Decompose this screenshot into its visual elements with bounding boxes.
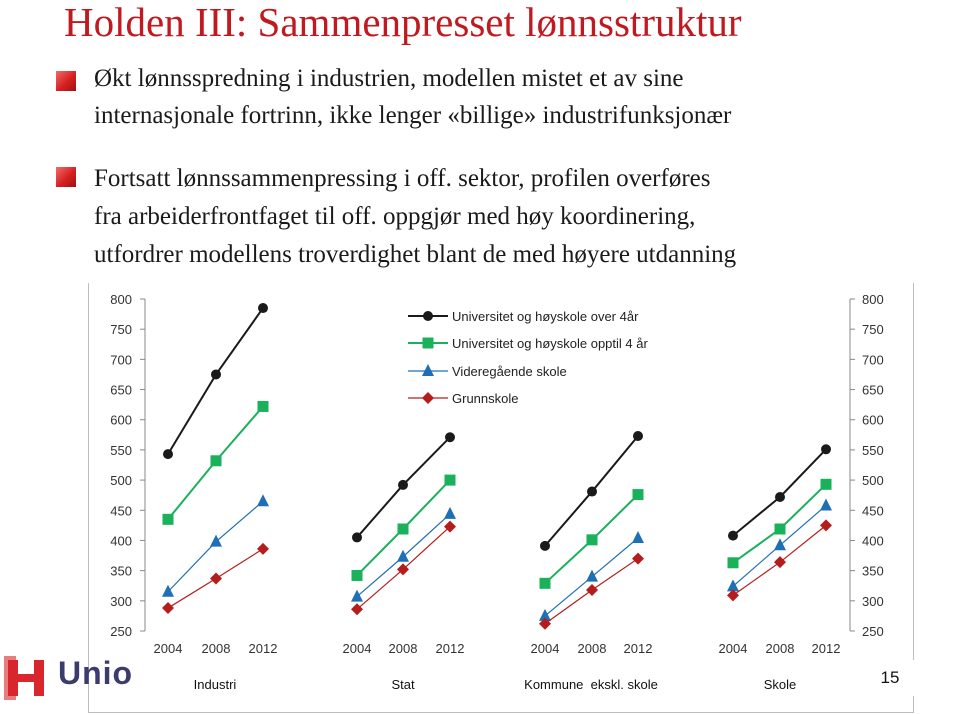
data-point-triangle xyxy=(632,531,644,543)
data-point-circle xyxy=(211,369,221,379)
bullet-2-line-1: Fortsatt lønnssammenpressing i off. sektor, profilen overføres xyxy=(94,165,711,192)
data-point-diamond xyxy=(210,572,222,584)
y-tick-label-right: 550 xyxy=(862,442,884,458)
legend-label: Videregående skole xyxy=(452,364,567,379)
data-point-square xyxy=(211,455,222,466)
data-point-triangle xyxy=(351,590,363,602)
data-point-square xyxy=(352,570,363,581)
data-point-square xyxy=(775,523,786,534)
data-point-square xyxy=(258,401,269,412)
y-tick-label-left: 650 xyxy=(110,382,132,398)
bullet-2-line-3: utfordrer modellens troverdighet blant de med høyere utdanning xyxy=(94,241,737,268)
x-tick-label-year: 2012 xyxy=(811,641,841,656)
data-point-diamond xyxy=(774,556,786,568)
slide-title: Holden III: Sammenpresset lønnsstruktur xyxy=(64,0,742,45)
data-point-circle xyxy=(633,431,643,441)
x-tick-label-year: 2008 xyxy=(765,641,795,656)
y-tick-label-right: 500 xyxy=(862,473,884,489)
data-point-square xyxy=(587,534,598,545)
unio-logo-text: Unio xyxy=(58,655,134,691)
data-point-diamond xyxy=(820,519,832,531)
x-tick-label-year: 2008 xyxy=(577,641,607,656)
y-tick-label-left: 450 xyxy=(110,503,132,519)
legend-marker-triangle xyxy=(422,364,434,376)
y-tick-label-left: 500 xyxy=(110,473,132,489)
bullet-2-line-2: fra arbeiderfrontfaget til off. oppgjør med høy koordinering, xyxy=(94,203,696,230)
y-tick-label-left: 550 xyxy=(110,442,132,458)
y-tick-label-right: 650 xyxy=(862,382,884,398)
unio-logo-icon xyxy=(2,652,50,704)
data-point-diamond xyxy=(586,584,598,596)
data-point-triangle xyxy=(774,538,786,550)
data-point-square xyxy=(540,578,551,589)
y-tick-label-left: 250 xyxy=(110,624,132,639)
data-point-triangle xyxy=(820,498,832,510)
x-tick-label-year: 2004 xyxy=(718,641,748,656)
data-point-triangle xyxy=(397,550,409,562)
data-point-circle xyxy=(728,531,738,541)
data-point-circle xyxy=(540,541,550,551)
data-point-triangle xyxy=(257,494,269,506)
group-label: Stat xyxy=(391,677,415,692)
data-point-triangle xyxy=(444,507,456,519)
y-tick-label-left: 300 xyxy=(110,593,132,609)
data-point-square xyxy=(398,523,409,534)
y-tick-label-left: 750 xyxy=(110,322,132,338)
data-point-square xyxy=(728,557,739,568)
x-tick-label-year: 2012 xyxy=(623,641,653,656)
x-tick-label-year: 2012 xyxy=(248,641,278,656)
x-tick-label-year: 2004 xyxy=(342,641,372,656)
y-tick-label-right: 750 xyxy=(862,322,884,338)
data-point-square xyxy=(445,475,456,486)
legend-label: Universitet og høyskole over 4år xyxy=(452,309,639,324)
y-tick-label-right: 400 xyxy=(862,533,884,549)
y-tick-label-left: 600 xyxy=(110,412,132,428)
data-point-circle xyxy=(258,303,268,313)
data-point-square xyxy=(163,514,174,525)
legend-label: Universitet og høyskole opptil 4 år xyxy=(452,336,648,351)
data-point-diamond xyxy=(257,543,269,555)
y-tick-label-right: 350 xyxy=(862,563,884,579)
data-point-circle xyxy=(587,487,597,497)
legend-marker-diamond xyxy=(422,392,434,404)
data-point-circle xyxy=(775,492,785,502)
y-tick-label-left: 400 xyxy=(110,533,132,549)
x-tick-label-year: 2004 xyxy=(153,641,183,656)
y-tick-label-right: 450 xyxy=(862,503,884,519)
group-label: Skole xyxy=(763,677,797,692)
legend-marker-square xyxy=(423,338,434,349)
x-tick-label-year: 2008 xyxy=(388,641,418,656)
y-tick-label-right: 700 xyxy=(862,352,884,368)
y-tick-label-right: 600 xyxy=(862,412,884,428)
data-point-circle xyxy=(445,432,455,442)
data-point-diamond xyxy=(632,553,644,565)
x-tick-label-year: 2008 xyxy=(201,641,231,656)
series-line-0 xyxy=(168,308,263,454)
data-point-circle xyxy=(352,532,362,542)
data-point-triangle xyxy=(210,535,222,547)
data-point-square xyxy=(633,489,644,500)
data-point-square xyxy=(821,479,832,490)
page-number: 15 xyxy=(866,660,914,696)
x-tick-label-year: 2012 xyxy=(435,641,465,656)
data-point-triangle xyxy=(586,570,598,582)
bullet-1-line-2: internasjonale fortrinn, ikke lenger «billige» industrifunksjonær xyxy=(94,102,732,129)
data-point-circle xyxy=(821,444,831,454)
data-point-diamond xyxy=(162,602,174,614)
y-tick-label-right: 300 xyxy=(862,593,884,609)
legend-marker-circle xyxy=(423,311,433,321)
bullet-1-line-1: Økt lønnsspredning i industrien, modellen mistet et av sine xyxy=(94,65,684,92)
y-tick-label-right: 250 xyxy=(862,624,884,639)
data-point-circle xyxy=(398,480,408,490)
y-tick-label-left: 700 xyxy=(110,352,132,368)
data-point-circle xyxy=(163,449,173,459)
legend-label: Grunnskole xyxy=(452,391,519,406)
y-tick-label-right: 800 xyxy=(862,292,884,307)
group-label: Industri xyxy=(193,677,237,692)
group-label: Kommune ekskl. skole xyxy=(524,677,658,692)
y-tick-label-left: 350 xyxy=(110,563,132,579)
x-tick-label-year: 2004 xyxy=(530,641,560,656)
y-tick-label-left: 800 xyxy=(110,292,132,307)
